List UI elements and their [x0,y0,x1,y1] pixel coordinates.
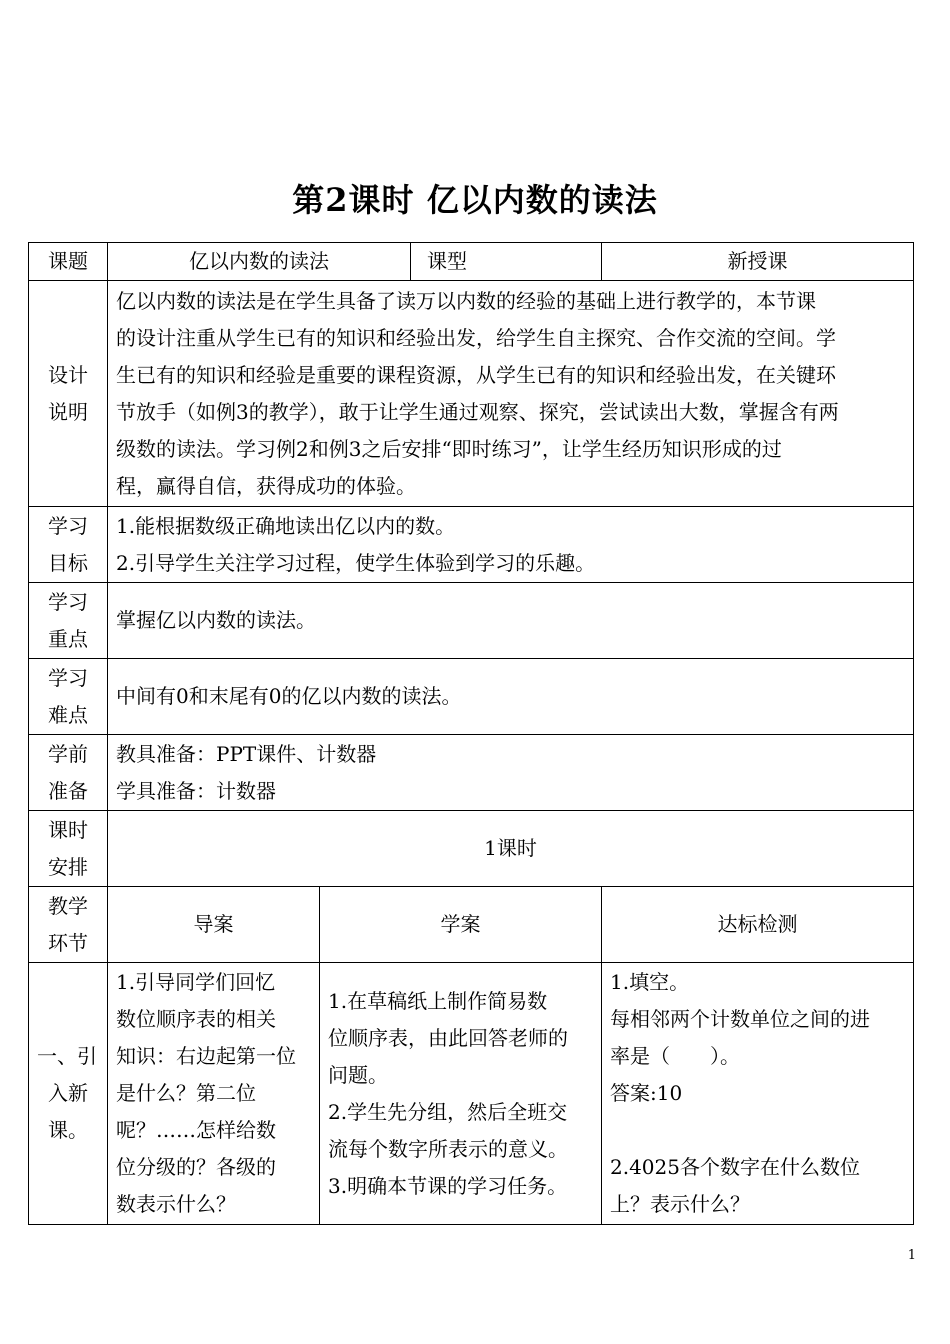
key-text: 掌握亿以内数的读法。 [108,583,914,659]
prep-label [29,735,108,811]
goal-label [29,507,108,583]
design-label-line: 设计 [48,362,88,387]
row-prep [29,735,914,811]
page-title: 第2课时 亿以内数的读法 [292,181,658,219]
type-label: 课型 [411,243,602,281]
design-line: 的设计注重从学生已有的知识和经验出发，给学生自主探究、合作交流的空间。学 [116,325,836,350]
goal-text [108,507,914,583]
time-label-line: 安排 [48,854,88,879]
row-key [29,583,914,659]
guide-line: 位分级的？各级的 [116,1155,276,1179]
study-line: 1.在草稿纸上制作简易数 [328,988,548,1013]
guide-line: 1.引导同学们回忆 [116,970,276,994]
col-check-header: 达标检测 [602,887,914,963]
stage1-label-line: 课。 [48,1118,88,1142]
goal-label-line: 目标 [48,550,88,575]
row-stage-header [29,887,914,963]
page-number: 1 [907,1248,916,1263]
design-line: 级数的读法。学习例2和例3之后安排“即时练习”，让学生经历知识形成的过 [116,436,782,461]
row-stage-1 [29,963,914,1225]
prep-line: 教具准备：PPT课件、计数器 [116,741,377,766]
study-line: 2.学生先分组，然后全班交 [328,1099,568,1124]
stage1-label [29,963,108,1225]
topic-label: 课题 [29,243,108,281]
guide-line: 是什么？第二位 [116,1081,256,1105]
stage1-label-line: 一、引 [37,1044,97,1068]
study-line: 3.明确本节课的学习任务。 [328,1173,568,1198]
row-goal [29,507,914,583]
check-line: 1.填空。 [610,970,690,994]
guide-line: 数位顺序表的相关 [116,1007,276,1031]
prep-text [108,735,914,811]
study-line: 问题。 [328,1062,388,1087]
study-line: 位顺序表，由此回答老师的 [328,1025,568,1050]
topic-value-text: 亿以内数的读法 [189,249,329,273]
prep-label-line: 准备 [48,778,88,803]
stage1-study [320,963,602,1225]
topic-value [108,243,411,281]
check-line: 每相邻两个计数单位之间的进 [610,1007,870,1031]
key-label [29,583,108,659]
design-line: 节放手（如例3的教学），敢于让学生通过观察、探究，尝试读出大数，掌握含有两 [116,399,839,424]
col-study-header: 学案 [320,887,602,963]
design-label [29,281,108,507]
stage1-check [602,963,914,1225]
difficulty-label-line: 学习 [48,665,88,690]
design-line: 生已有的知识和经验是重要的课程资源，从学生已有的知识和经验出发，在关键环 [116,362,836,387]
guide-line: 数表示什么？ [116,1192,236,1216]
col-guide-header: 导案 [108,887,320,963]
row-time [29,811,914,887]
check-line: 率是（ ）。 [610,1044,740,1068]
design-line: 亿以内数的读法是在学生具备了读万以内数的经验的基础上进行教学的，本节课 [116,288,816,313]
design-label-line: 说明 [48,399,88,424]
row-difficulty [29,659,914,735]
design-line: 程，赢得自信，获得成功的体验。 [116,473,416,498]
prep-label-line: 学前 [48,741,88,766]
lesson-plan-table [28,242,914,1225]
difficulty-text: 中间有0和末尾有0的亿以内数的读法。 [108,659,914,735]
guide-line: 呢？……怎样给数 [116,1118,276,1142]
check-line: 2.4025各个数字在什么数位 [610,1155,860,1179]
design-text [108,281,914,507]
check-line: 答案:10 [610,1081,683,1105]
check-line: 上？表示什么？ [610,1192,750,1216]
key-label-line: 学习 [48,589,88,614]
row-topic [29,243,914,281]
difficulty-label-line: 难点 [48,702,88,727]
time-label [29,811,108,887]
type-value: 新授课 [602,243,914,281]
guide-line: 知识：右边起第一位 [116,1044,296,1068]
goal-line: 2.引导学生关注学习过程，使学生体验到学习的乐趣。 [116,550,596,575]
row-design [29,281,914,507]
time-value: 1课时 [108,811,914,887]
key-label-line: 重点 [48,626,88,651]
study-line: 流每个数字所表示的意义。 [328,1136,568,1161]
stage-label [29,887,108,963]
check-blank-line [610,1112,905,1149]
stage-label-line: 环节 [48,930,88,955]
goal-line: 1.能根据数级正确地读出亿以内的数。 [116,513,456,538]
time-label-line: 课时 [48,817,88,842]
stage-label-line: 教学 [48,893,88,918]
prep-line: 学具准备：计数器 [116,778,276,803]
difficulty-label [29,659,108,735]
stage1-label-line: 入新 [48,1081,88,1105]
stage1-guide [108,963,320,1225]
goal-label-line: 学习 [48,513,88,538]
